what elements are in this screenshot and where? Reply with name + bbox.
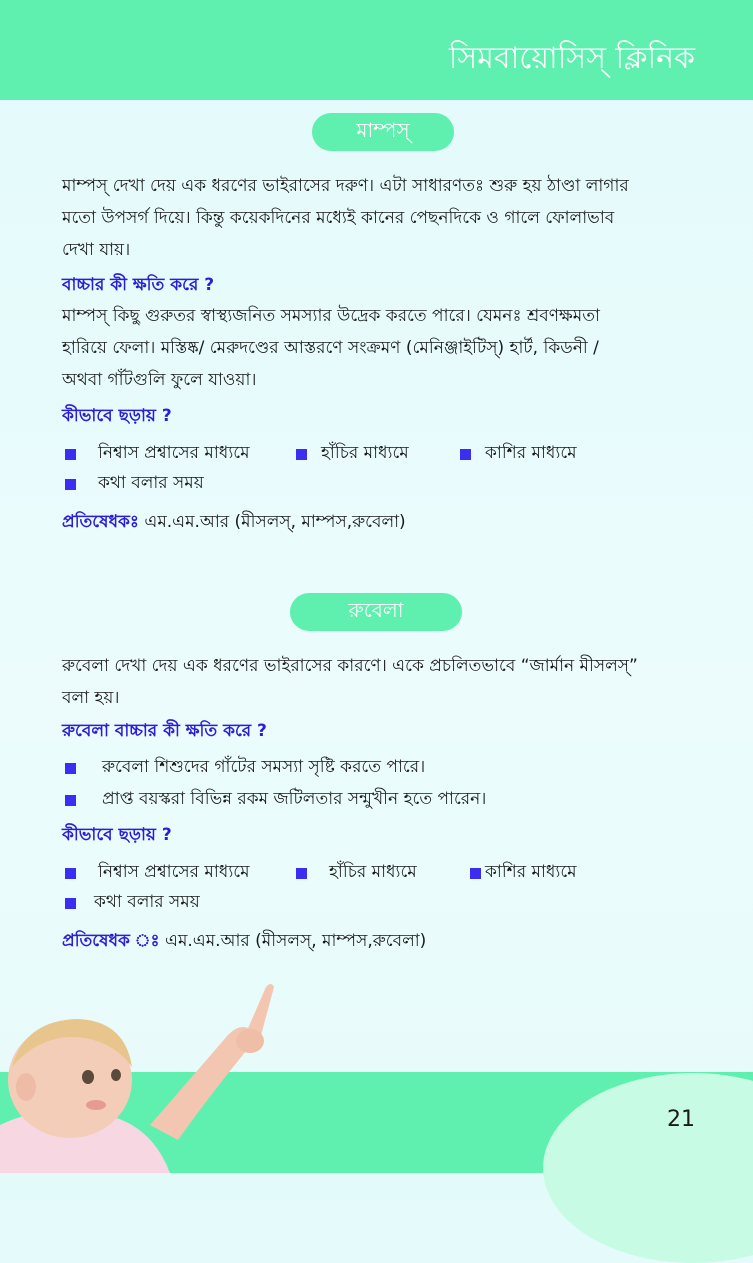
page-number: 21 xyxy=(667,1107,695,1132)
rubella-intro-line1: রুবেলা দেখা দেয় এক ধরণের ভাইরাসের কারণে। একে প্রচলিতভাবে “জার্মান মীসলস্” xyxy=(62,656,638,676)
mumps-spread-heading: কীভাবে ছড়ায় ? xyxy=(62,406,172,426)
mumps-intro xyxy=(62,170,702,266)
mumps-intro-line2: মতো উপসর্গ দিয়ে। কিন্তু কয়েকদিনের মধ্যেই কানের পেছনদিকে ও গালে ফোলাভাব xyxy=(62,208,615,228)
mumps-harm-line1: মাম্পস্ কিছু গুরুতর স্বাস্থ্যজনিত সমস্যার উদ্রেক করতে পারে। যেমনঃ শ্রবণক্ষমতা xyxy=(62,306,600,326)
mumps-harm-heading: বাচ্চার কী ক্ষতি করে ? xyxy=(62,275,215,295)
bullet-square-icon xyxy=(65,795,76,806)
baby-pointing-image xyxy=(0,975,300,1173)
mumps-intro-line3: দেখা যায়। xyxy=(62,240,131,260)
section-pill-rubella: রুবেলা xyxy=(290,593,462,631)
bullet-square-icon xyxy=(65,868,76,879)
bullet-square-icon xyxy=(65,449,76,460)
bullet-square-icon xyxy=(65,763,76,774)
list-item xyxy=(296,440,409,468)
bullet-square-icon xyxy=(470,868,481,879)
list-item-label: রুবেলা শিশুদের গাঁটের সমস্যা সৃষ্টি করতে পারে। xyxy=(102,757,426,777)
bullet-square-icon xyxy=(460,449,471,460)
list-item-label: হাঁচির মাধ্যমে xyxy=(329,862,417,882)
vaccine-label: প্রতিষেধকঃ xyxy=(62,512,139,532)
list-item xyxy=(65,859,250,887)
list-item-label: নিশ্বাস প্রশ্বাসের মাধ্যমে xyxy=(98,443,250,463)
list-item-label: কথা বলার সময় xyxy=(94,892,200,912)
list-item xyxy=(65,440,250,468)
mumps-vaccine xyxy=(62,509,406,537)
list-item-label: কাশির মাধ্যমে xyxy=(485,443,577,463)
list-item xyxy=(470,859,577,887)
list-item xyxy=(65,786,486,814)
rubella-spread-heading: কীভাবে ছড়ায় ? xyxy=(62,825,172,845)
list-item xyxy=(65,754,425,782)
list-item-label: হাঁচির মাধ্যমে xyxy=(321,443,409,463)
mumps-harm-text xyxy=(62,300,702,396)
list-item xyxy=(65,470,204,498)
list-item-label: কাশির মাধ্যমে xyxy=(485,862,577,882)
section-pill-mumps: মাম্পস্ xyxy=(312,113,454,151)
list-item-label: নিশ্বাস প্রশ্বাসের মাধ্যমে xyxy=(98,862,250,882)
vaccine-value: এম.এম.আর (মীসলস্, মাম্পস,রুবেলা) xyxy=(144,512,406,532)
bullet-square-icon xyxy=(296,449,307,460)
list-item xyxy=(296,859,417,887)
mumps-harm-line3: অথবা গাঁটগুলি ফুলে যাওয়া। xyxy=(62,370,257,390)
list-item xyxy=(460,440,577,468)
rubella-vaccine xyxy=(62,928,426,956)
rubella-intro-line2: বলা হয়। xyxy=(62,688,120,708)
list-item xyxy=(65,889,200,917)
bullet-square-icon xyxy=(65,898,76,909)
vaccine-label: প্রতিষেধক ঃ xyxy=(62,931,160,951)
rubella-intro xyxy=(62,650,702,714)
mumps-harm-line2: হারিয়ে ফেলা। মস্তিষ্ক/ মেরুদণ্ডের আস্তরণে সংক্রমণ (মেনিঞ্জাইটিস্) হার্ট, কিডনী / xyxy=(62,338,599,358)
list-item-label: প্রাপ্ত বয়স্করা বিভিন্ন রকম জটিলতার সন্মুখীন হতে পারেন। xyxy=(102,789,487,809)
rubella-harm-heading: রুবেলা বাচ্চার কী ক্ষতি করে ? xyxy=(62,721,267,741)
list-item-label: কথা বলার সময় xyxy=(98,473,204,493)
bullet-square-icon xyxy=(65,479,76,490)
header-title: সিমবায়োসিস্ ক্লিনিক xyxy=(448,41,695,76)
vaccine-value: এম.এম.আর (মীসলস্, মাম্পস,রুবেলা) xyxy=(165,931,427,951)
mumps-intro-line1: মাম্পস্ দেখা দেয় এক ধরণের ভাইরাসের দরুণ। এটা সাধারণতঃ শুরু হয় ঠাণ্ডা লাগার xyxy=(62,176,629,196)
bullet-square-icon xyxy=(296,868,307,879)
